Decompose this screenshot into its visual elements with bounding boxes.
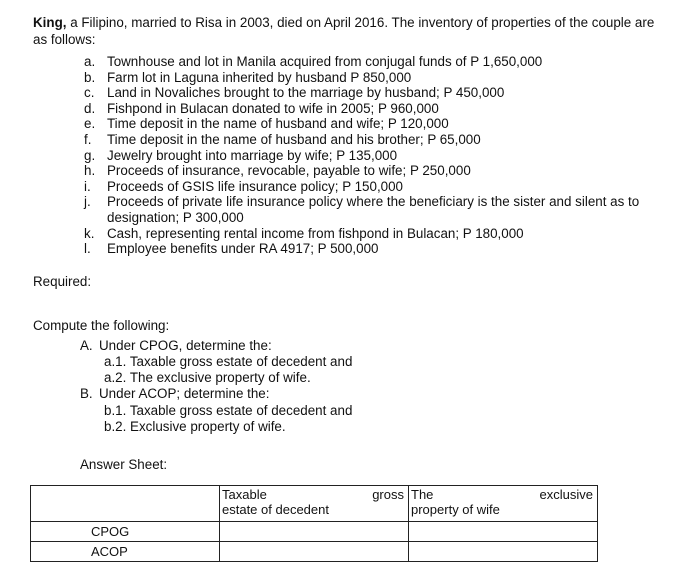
section-title-text: Under ACOP; determine the: bbox=[99, 386, 270, 401]
item-text: Time deposit in the name of husband and his brother; P 65,000 bbox=[107, 131, 481, 147]
list-item bbox=[84, 116, 654, 132]
item-marker: a. bbox=[84, 54, 96, 69]
item-text: Farm lot in Laguna inherited by husband P 850,000 bbox=[107, 69, 412, 85]
item-text: Proceeds of GSIS life insurance policy; P 150,000 bbox=[107, 178, 404, 194]
item-text: Townhouse and lot in Manila acquired from conjugal funds of P 1,650,000 bbox=[107, 54, 543, 69]
list-item bbox=[84, 132, 654, 148]
item-text: Jewelry brought into marriage by wife; P 135,000 bbox=[107, 147, 398, 163]
item-text: Land in Novaliches brought to the marriage by husband; P 450,000 bbox=[107, 85, 505, 101]
row-label-cpog: CPOG bbox=[31, 522, 220, 542]
header-line: estate of decedent bbox=[222, 502, 329, 517]
item-marker: g. bbox=[84, 147, 96, 163]
section-a-title bbox=[80, 338, 272, 353]
list-item bbox=[84, 148, 654, 164]
item-marker: h. bbox=[84, 163, 96, 179]
item-text: Cash, representing rental income from fishpond in Bulacan; P 180,000 bbox=[107, 225, 524, 241]
header-word: exclusive bbox=[539, 487, 593, 502]
header-word: gross bbox=[372, 487, 404, 502]
section-b-title bbox=[80, 386, 269, 401]
answer-cell[interactable] bbox=[220, 542, 409, 562]
compute-heading: Compute the following: bbox=[33, 318, 170, 333]
header-cell-gross-estate bbox=[220, 486, 409, 522]
item-text: Fishpond in Bulacan donated to wife in 2005; P 960,000 bbox=[107, 100, 439, 116]
list-item bbox=[84, 101, 654, 117]
item-marker: j. bbox=[84, 194, 91, 210]
header-word: Taxable bbox=[222, 487, 267, 502]
answer-sheet-table bbox=[30, 485, 598, 562]
row-label-acop: ACOP bbox=[31, 542, 220, 562]
item-marker: k. bbox=[84, 225, 95, 241]
item-text: Proceeds of insurance, revocable, payable to wife; P 250,000 bbox=[107, 163, 471, 179]
item-marker: b. bbox=[84, 69, 96, 85]
table-row bbox=[31, 522, 598, 542]
property-inventory-list bbox=[84, 54, 654, 257]
item-marker: d. bbox=[84, 100, 96, 116]
section-b-sub2: b.2. Exclusive property of wife. bbox=[104, 419, 286, 434]
header-line: property of wife bbox=[411, 502, 500, 517]
list-item bbox=[84, 85, 654, 101]
list-item bbox=[84, 194, 654, 225]
answer-cell[interactable] bbox=[220, 522, 409, 542]
header-cell-exclusive-property bbox=[409, 486, 598, 522]
table-cell[interactable] bbox=[31, 486, 220, 522]
item-marker: f. bbox=[84, 131, 92, 147]
required-heading: Required: bbox=[33, 274, 92, 289]
section-b-sub1: b.1. Taxable gross estate of decedent and bbox=[104, 403, 353, 418]
list-item bbox=[84, 54, 654, 70]
item-marker: c. bbox=[84, 85, 95, 101]
section-marker: A. bbox=[80, 338, 93, 353]
table-row bbox=[31, 486, 598, 522]
intro-text: a Filipino, married to Risa in 2003, died on April 2016. The inventory of properties of the couple are as follows: bbox=[33, 15, 655, 47]
list-item bbox=[84, 226, 654, 242]
list-item bbox=[84, 163, 654, 179]
list-item bbox=[84, 241, 654, 257]
table-row bbox=[31, 542, 598, 562]
section-marker: B. bbox=[80, 386, 93, 401]
list-item bbox=[84, 179, 654, 195]
section-title-text: Under CPOG, determine the: bbox=[99, 338, 272, 353]
decedent-name: King, bbox=[33, 15, 67, 30]
section-a-sub1: a.1. Taxable gross estate of decedent and bbox=[104, 354, 353, 369]
section-a-sub2: a.2. The exclusive property of wife. bbox=[104, 370, 311, 385]
item-text: Time deposit in the name of husband and wife; P 120,000 bbox=[107, 116, 449, 132]
list-item bbox=[84, 70, 654, 86]
answer-sheet-label: Answer Sheet: bbox=[80, 457, 168, 472]
item-marker: l. bbox=[84, 241, 91, 257]
item-text: Employee benefits under RA 4917; P 500,000 bbox=[107, 241, 379, 257]
item-text: Proceeds of private life insurance policy where the beneficiary is the sister and silent as to designation; P 300,000 bbox=[107, 194, 640, 225]
answer-cell[interactable] bbox=[409, 542, 598, 562]
header-word: The bbox=[411, 487, 434, 502]
problem-intro bbox=[33, 14, 663, 48]
item-marker: e. bbox=[84, 116, 96, 132]
item-marker: i. bbox=[84, 178, 91, 194]
answer-cell[interactable] bbox=[409, 522, 598, 542]
